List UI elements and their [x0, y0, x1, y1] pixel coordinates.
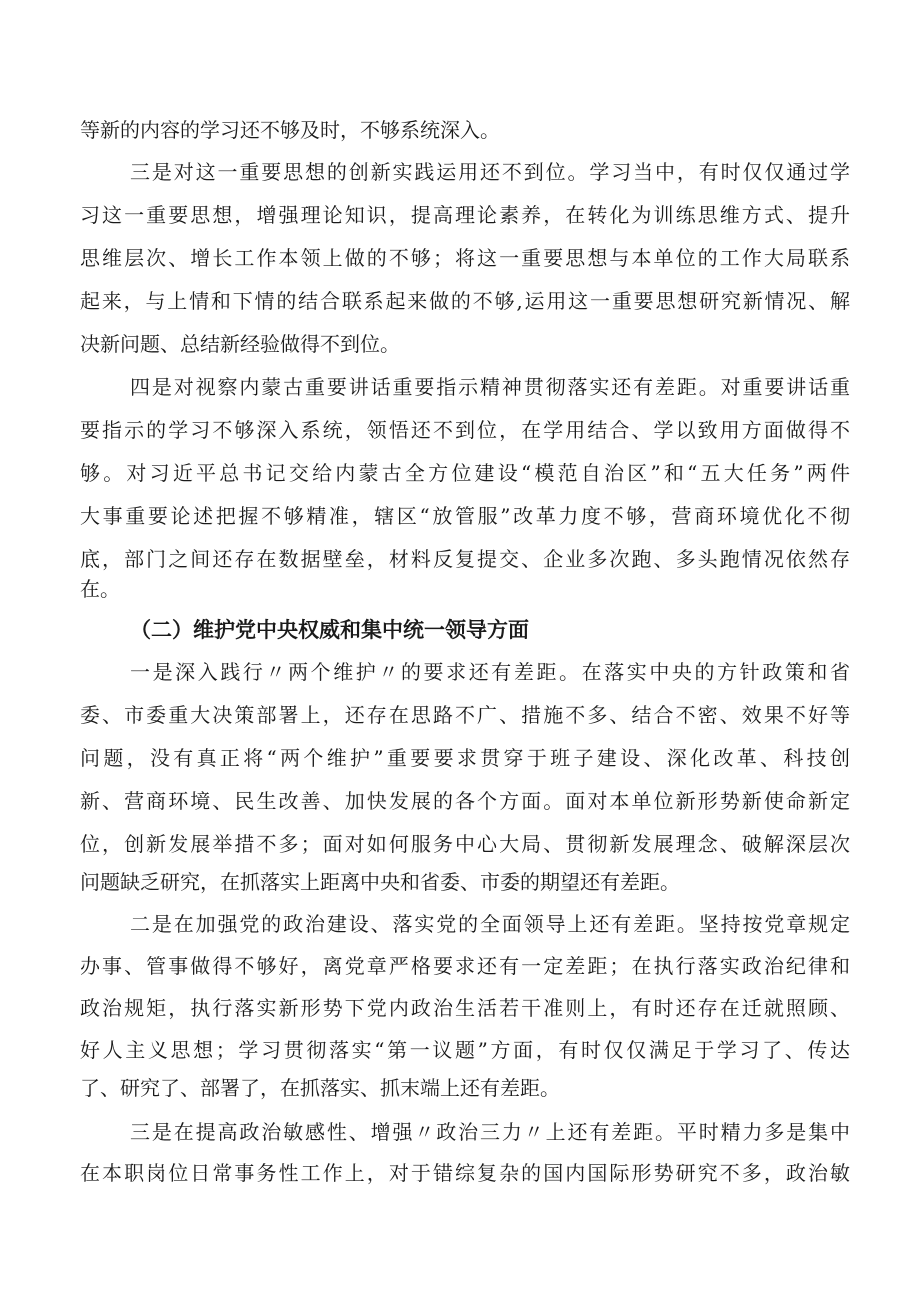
text-line: 二是在加强党的政治建设、落实党的全面领导上还有差距。坚持按党章规定	[130, 912, 850, 936]
text-line: 在本职岗位日常事务性工作上，对于错综复杂的国内国际形势研究不多，政治敏	[80, 1161, 850, 1185]
text-line: 三是对这一重要思想的创新实践运用还不到位。学习当中，有时仅仅通过学	[130, 160, 850, 184]
text-line: 习这一重要思想，增强理论知识，提高理论素养，在转化为训练思维方式、提升	[80, 203, 850, 227]
text-line: 底，部门之间还存在数据壁垒，材料反复提交、企业多次跑、多头跑情况依然存	[80, 547, 850, 571]
section-heading: （二）维护党中央权威和集中统一领导方面	[130, 618, 529, 642]
text-line: 新、营商环境、民生改善、加快发展的各个方面。面对本单位新形势新使命新定	[80, 789, 850, 813]
text-line: 位，创新发展举措不多；面对如何服务中心大局、贯彻新发展理念、破解深层次	[80, 832, 850, 856]
text-line: 等新的内容的学习还不够及时，不够系统深入。	[80, 118, 500, 142]
text-line: 决新问题、总结新经验做得不到位。	[80, 332, 400, 356]
text-line: 好人主义思想；学习贯彻落实“第一议题”方面，有时仅仅满足于学习了、传达	[80, 1038, 850, 1062]
text-line: 办事、管事做得不够好，离党章严格要求还有一定差距；在执行落实政治纪律和	[80, 954, 850, 978]
text-line: 三是在提高政治敏感性、增强〃政治三力〃上还有差距。平时精力多是集中	[130, 1120, 850, 1144]
text-line: 大事重要论述把握不够精准，辖区“放管服”改革力度不够，营商环境优化不彻	[80, 504, 850, 528]
text-line: 一是深入践行〃两个维护〃的要求还有差距。在落实中央的方针政策和省	[130, 660, 850, 684]
text-line: 四是对视察内蒙古重要讲话重要指示精神贯彻落实还有差距。对重要讲话重	[130, 375, 850, 399]
text-line: 政治规矩，执行落实新形势下党内政治生活若干准则上，有时还存在迁就照顾、	[80, 996, 850, 1020]
text-line: 够。对习近平总书记交给内蒙古全方位建设“模范自治区”和“五大任务”两件	[80, 461, 850, 485]
text-line: 在。	[80, 577, 120, 601]
text-line: 了、研究了、部署了，在抓落实、抓末端上还有差距。	[80, 1076, 560, 1100]
text-line: 要指示的学习不够深入系统，领悟还不到位，在学用结合、学以致用方面做得不	[80, 418, 850, 442]
text-line: 思维层次、增长工作本领上做的不够；将这一重要思想与本单位的工作大局联系	[80, 246, 850, 270]
text-line: 问题缺乏研究，在抓落实上距离中央和省委、市委的期望还有差距。	[80, 870, 680, 894]
text-line: 委、市委重大决策部署上，还存在思路不广、措施不多、结合不密、效果不好等	[80, 703, 850, 727]
text-line: 问题，没有真正将“两个维护”重要要求贯穿于班子建设、深化改革、科技创	[80, 746, 850, 770]
text-line: 起来，与上情和下情的结合联系起来做的不够,运用这一重要思想研究新情况、解	[80, 289, 850, 313]
